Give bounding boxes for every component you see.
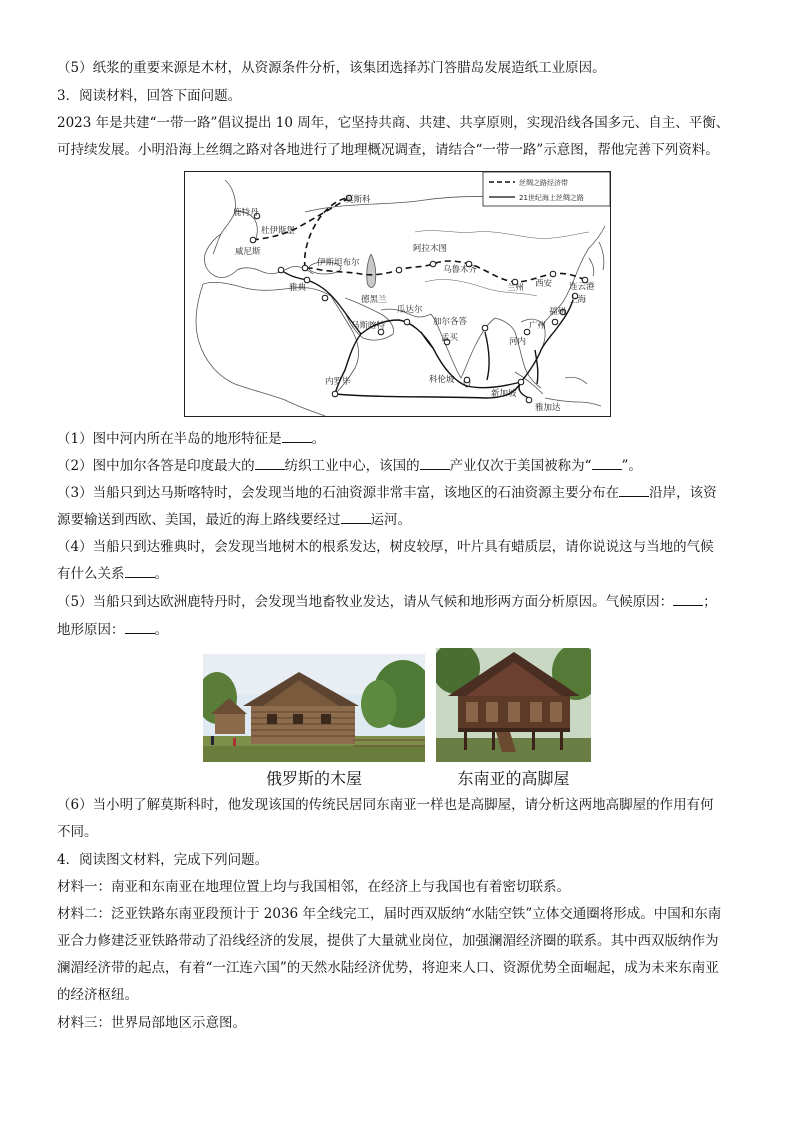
q3-item4-line1: （4）当船只到达雅典时，会发现当地树木的根系发达，树皮较厚，叶片具有蜡质层，请你说说这与当地的气候 — [57, 539, 714, 555]
legend-land-route: 丝绸之路经济带 — [519, 179, 568, 187]
q3-item6-line2: 不同。 — [57, 824, 98, 840]
caption-russian-house: 俄罗斯的木屋 — [265, 769, 362, 788]
label-xian: 西安 — [535, 279, 553, 289]
q3-item1-text: （1）图中河内所在半岛的地形特征是 — [57, 431, 282, 447]
q3-item2-text-a: （2）图中加尔各答是印度最大的 — [57, 458, 255, 474]
q3-item1-end: 。 — [311, 431, 326, 447]
answer-blank — [282, 430, 312, 443]
label-venice: 威尼斯 — [235, 247, 261, 257]
answer-blank — [592, 457, 622, 470]
q3-item2-text-b: 纺织工业中心，该国的 — [284, 458, 420, 474]
label-singapore: 新加坡 — [491, 389, 517, 399]
q3-item5-text-c: 地形原因： — [57, 622, 125, 638]
answer-blank — [341, 511, 371, 524]
q3-item1 — [57, 429, 325, 449]
belt-road-map — [184, 171, 611, 417]
q3-item5-text-b: ； — [703, 594, 717, 610]
label-almaty: 阿拉木图 — [413, 244, 448, 254]
label-moscow: 莫斯科 — [345, 195, 371, 205]
q3-item5-line1 — [57, 592, 717, 612]
label-hanoi: 河内 — [509, 337, 527, 347]
q4-material2-line4: 的经济枢纽。 — [57, 987, 138, 1003]
label-lanzhou: 兰州 — [507, 283, 525, 293]
label-urumqi: 乌鲁木齐 — [443, 265, 478, 275]
q3-item6-line1: （6）当小明了解莫斯科时，他发现该国的传统民居同东南亚一样也是高脚屋，请分析这两地高脚屋的作用有何 — [57, 797, 714, 813]
answer-blank — [673, 593, 703, 606]
answer-blank — [420, 457, 450, 470]
label-rotterdam: 鹿特丹 — [233, 208, 259, 218]
label-guangzhou: 广州 — [529, 321, 547, 331]
label-gwadar: 瓜达尔 — [397, 305, 423, 315]
q4-heading: 4．阅读图文材料，完成下列问题。 — [57, 852, 269, 868]
answer-blank — [619, 484, 649, 497]
answer-blank — [125, 621, 155, 634]
q4-material3: 材料三：世界局部地区示意图。 — [57, 1015, 246, 1031]
label-jakarta: 雅加达 — [535, 403, 561, 413]
q3-intro-line2: 可持续发展。小明沿海上丝绸之路对各地进行了地理概况调查，请结合“一带一路”示意图，帮他完善下列资料。 — [57, 142, 719, 158]
q3-item3-line1 — [57, 483, 717, 503]
legend-sea-route: 21世纪海上丝绸之路 — [519, 194, 584, 202]
q3-item5-text-d: 。 — [154, 622, 168, 638]
label-duisburg: 杜伊斯堡 — [261, 226, 296, 236]
label-nairobi: 内罗毕 — [325, 377, 351, 387]
label-shanghai: 上海 — [569, 295, 587, 305]
label-kolkata: 加尔各答 — [433, 317, 468, 327]
label-istanbul: 伊斯坦布尔 — [317, 258, 360, 268]
q3-item5-text-a: （5）当船只到达欧洲鹿特丹时，会发现当地畜牧业发达，请从气候和地形两方面分析原因。气候原因： — [57, 594, 674, 610]
q3-item3-text-c: 源要输送到西欧、美国，最近的海上路线要经过 — [57, 512, 341, 528]
q3-item4-line2 — [57, 564, 168, 584]
label-tehran: 德黑兰 — [361, 295, 387, 305]
q3-item4-text-b: 有什么关系 — [57, 566, 125, 582]
q3-heading: 3．阅读材料，回答下面问题。 — [57, 88, 242, 104]
q4-material2-line3: 澜湄经济带的起点，有着“一江连六国”的天然水陆经济优势，将迎来人口、资源优势全面崛起，成为未来东南亚 — [57, 960, 719, 976]
q3-item3-text-b: 沿岸，该资 — [649, 485, 717, 501]
label-fuzhou: 福州 — [549, 307, 567, 317]
q3-item4-text-c: 。 — [154, 566, 168, 582]
label-colombo: 科伦坡 — [429, 375, 455, 385]
q3-item2-text-d: ”。 — [621, 458, 642, 474]
answer-blank — [255, 457, 285, 470]
q3-item2 — [57, 456, 642, 476]
q4-material1: 材料一：南亚和东南亚在地理位置上均与我国相邻，在经济上与我国也有着密切联系。 — [57, 879, 570, 895]
belt-road-map-svg — [185, 172, 610, 416]
label-muscat: 马斯喀特 — [351, 321, 386, 331]
label-mumbai: 孟买 — [441, 333, 459, 343]
q3-item2-text-c: 产业仅次于美国被称为“ — [449, 458, 592, 474]
q4-material2-line1: 材料二：泛亚铁路东南亚段预计于 2036 年全线完工，届时西双版纳“水陆空铁”立体交通圈将形成。中国和东南 — [57, 906, 722, 922]
q3-intro-line1: 2023 年是共建“一带一路”倡议提出 10 周年，它坚持共商、共建、共享原则，实现沿线各国多元、自主、平衡、 — [57, 115, 730, 131]
russian-wooden-house-photo — [203, 654, 425, 762]
q3-item5-line2 — [57, 620, 168, 640]
caption-stilt-house: 东南亚的高脚屋 — [457, 769, 570, 788]
stilt-house-photo — [436, 648, 591, 762]
q2-item5: （5）纸浆的重要来源是木材，从资源条件分析，该集团选择苏门答腊岛发展造纸工业原因。 — [57, 60, 606, 76]
q4-material2-line2: 亚合力修建泛亚铁路带动了沿线经济的发展，提供了大量就业岗位，加强澜湄经济圈的联系。其中西双版纳作为 — [57, 933, 719, 949]
q3-item3-line2 — [57, 510, 411, 530]
q3-item3-text-a: （3）当船只到达马斯喀特时，会发现当地的石油资源非常丰富，该地区的石油资源主要分布在 — [57, 485, 620, 501]
answer-blank — [125, 565, 155, 578]
map-legend — [483, 172, 610, 206]
q3-item3-text-d: 运河。 — [370, 512, 411, 528]
label-athens: 雅典 — [289, 283, 307, 293]
label-lianyungang: 连云港 — [569, 282, 595, 292]
